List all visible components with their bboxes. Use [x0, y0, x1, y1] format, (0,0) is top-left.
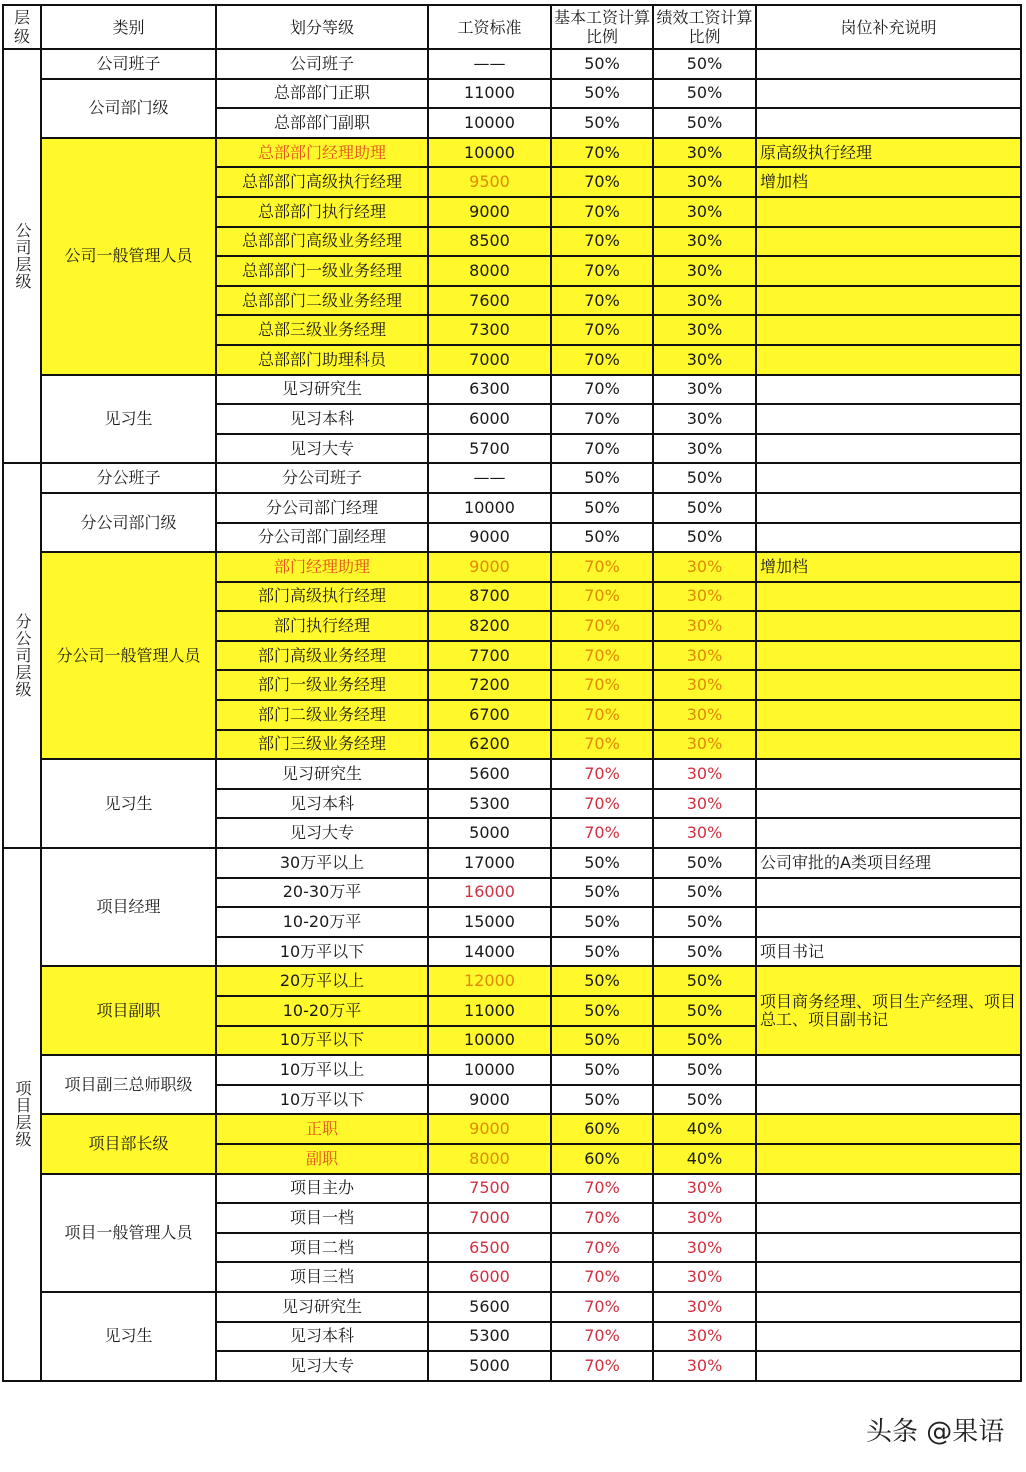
performance-ratio-cell: 30% [653, 611, 756, 641]
performance-ratio-cell: 30% [653, 434, 756, 464]
grade-cell: 见习研究生 [216, 1292, 428, 1322]
salary-cell: 7000 [428, 1203, 551, 1233]
performance-ratio-cell: 30% [653, 700, 756, 730]
note-cell [756, 79, 1021, 109]
performance-ratio-cell: 30% [653, 167, 756, 197]
category-cell: 见习生 [41, 375, 216, 464]
grade-cell: 总部部门执行经理 [216, 197, 428, 227]
category-cell: 公司部门级 [41, 79, 216, 138]
note-cell [756, 227, 1021, 257]
base-ratio-cell: 70% [551, 197, 653, 227]
salary-cell: 6300 [428, 375, 551, 405]
note-cell [756, 1174, 1021, 1204]
header-base-ratio: 基本工资计算比例 [551, 5, 653, 49]
base-ratio-cell: 70% [551, 375, 653, 405]
salary-cell: 9000 [428, 523, 551, 553]
performance-ratio-cell: 40% [653, 1144, 756, 1174]
grade-cell: 部门高级执行经理 [216, 582, 428, 612]
salary-cell: 6200 [428, 730, 551, 760]
salary-cell: 7000 [428, 345, 551, 375]
base-ratio-cell: 70% [551, 552, 653, 582]
salary-cell: 11000 [428, 996, 551, 1026]
base-ratio-cell: 50% [551, 848, 653, 878]
base-ratio-cell: 70% [551, 611, 653, 641]
grade-cell: 公司班子 [216, 49, 428, 79]
table-row [3, 49, 1021, 79]
note-cell [756, 1292, 1021, 1322]
base-ratio-cell: 70% [551, 1292, 653, 1322]
header-performance-ratio: 绩效工资计算比例 [653, 5, 756, 49]
salary-cell: 9000 [428, 1114, 551, 1144]
grade-cell: 分公司部门副经理 [216, 523, 428, 553]
base-ratio-cell: 50% [551, 493, 653, 523]
note-cell [756, 730, 1021, 760]
performance-ratio-cell: 30% [653, 789, 756, 819]
category-cell: 项目一般管理人员 [41, 1174, 216, 1292]
base-ratio-cell: 70% [551, 286, 653, 316]
salary-cell: 10000 [428, 1026, 551, 1056]
table-row [3, 848, 1021, 878]
table-row [3, 493, 1021, 523]
performance-ratio-cell: 40% [653, 1114, 756, 1144]
note-cell [756, 878, 1021, 908]
salary-cell: 8000 [428, 256, 551, 286]
performance-ratio-cell: 50% [653, 937, 756, 967]
grade-cell: 见习大专 [216, 818, 428, 848]
table-row [3, 79, 1021, 109]
header-grade: 划分等级 [216, 5, 428, 49]
note-cell [756, 582, 1021, 612]
salary-cell: 5000 [428, 1351, 551, 1381]
performance-ratio-cell: 50% [653, 907, 756, 937]
base-ratio-cell: 70% [551, 789, 653, 819]
note-cell [756, 818, 1021, 848]
grade-cell: 见习研究生 [216, 759, 428, 789]
table-row [3, 966, 1021, 996]
note-cell [756, 434, 1021, 464]
salary-cell: 14000 [428, 937, 551, 967]
grade-cell: 项目二档 [216, 1233, 428, 1263]
table-row [3, 1292, 1021, 1322]
performance-ratio-cell: 50% [653, 1055, 756, 1085]
performance-ratio-cell: 50% [653, 1085, 756, 1115]
salary-cell: 8000 [428, 1144, 551, 1174]
grade-cell: 见习本科 [216, 404, 428, 434]
grade-cell: 部门二级业务经理 [216, 700, 428, 730]
base-ratio-cell: 50% [551, 996, 653, 1026]
grade-cell: 20万平以上 [216, 966, 428, 996]
performance-ratio-cell: 50% [653, 878, 756, 908]
salary-cell: 6700 [428, 700, 551, 730]
grade-cell: 总部部门正职 [216, 79, 428, 109]
note-cell [756, 463, 1021, 493]
performance-ratio-cell: 30% [653, 1233, 756, 1263]
header-salary: 工资标准 [428, 5, 551, 49]
grade-cell: 项目一档 [216, 1203, 428, 1233]
performance-ratio-cell: 50% [653, 463, 756, 493]
salary-cell: 7600 [428, 286, 551, 316]
performance-ratio-cell: 50% [653, 966, 756, 996]
grade-cell: 总部部门一级业务经理 [216, 256, 428, 286]
note-cell [756, 1055, 1021, 1085]
salary-cell: 10000 [428, 138, 551, 168]
salary-cell: 7200 [428, 670, 551, 700]
note-cell [756, 1144, 1021, 1174]
base-ratio-cell: 70% [551, 670, 653, 700]
grade-cell: 见习大专 [216, 1351, 428, 1381]
base-ratio-cell: 70% [551, 582, 653, 612]
note-cell [756, 256, 1021, 286]
note-cell [756, 907, 1021, 937]
base-ratio-cell: 70% [551, 167, 653, 197]
performance-ratio-cell: 30% [653, 1203, 756, 1233]
note-cell [756, 611, 1021, 641]
salary-cell: 11000 [428, 79, 551, 109]
base-ratio-cell: 50% [551, 1085, 653, 1115]
salary-cell: 15000 [428, 907, 551, 937]
salary-cell: 17000 [428, 848, 551, 878]
table-row [3, 138, 1021, 168]
performance-ratio-cell: 30% [653, 582, 756, 612]
salary-cell: 9000 [428, 1085, 551, 1115]
performance-ratio-cell: 50% [653, 493, 756, 523]
grade-cell: 总部部门二级业务经理 [216, 286, 428, 316]
performance-ratio-cell: 50% [653, 108, 756, 138]
base-ratio-cell: 70% [551, 641, 653, 671]
note-cell [756, 700, 1021, 730]
header-level: 层级 [3, 5, 41, 49]
base-ratio-cell: 50% [551, 463, 653, 493]
grade-cell: 部门执行经理 [216, 611, 428, 641]
grade-cell: 总部部门高级业务经理 [216, 227, 428, 257]
performance-ratio-cell: 30% [653, 818, 756, 848]
grade-cell: 总部部门经理助理 [216, 138, 428, 168]
base-ratio-cell: 70% [551, 1174, 653, 1204]
base-ratio-cell: 70% [551, 700, 653, 730]
category-cell: 分公司部门级 [41, 493, 216, 552]
grade-cell: 10万平以上 [216, 1055, 428, 1085]
performance-ratio-cell: 30% [653, 227, 756, 257]
note-cell [756, 1233, 1021, 1263]
base-ratio-cell: 70% [551, 1351, 653, 1381]
base-ratio-cell: 70% [551, 345, 653, 375]
note-cell [756, 315, 1021, 345]
salary-cell: 8700 [428, 582, 551, 612]
grade-cell: 总部部门副职 [216, 108, 428, 138]
base-ratio-cell: 50% [551, 49, 653, 79]
performance-ratio-cell: 50% [653, 523, 756, 553]
salary-cell: 5300 [428, 789, 551, 819]
note-cell: 原高级执行经理 [756, 138, 1021, 168]
grade-cell: 分公司班子 [216, 463, 428, 493]
note-cell: 公司审批的A类项目经理 [756, 848, 1021, 878]
table-row [3, 552, 1021, 582]
performance-ratio-cell: 30% [653, 286, 756, 316]
note-cell [756, 789, 1021, 819]
grade-cell: 10万平以下 [216, 1026, 428, 1056]
category-cell: 公司班子 [41, 49, 216, 79]
base-ratio-cell: 50% [551, 907, 653, 937]
category-cell: 项目经理 [41, 848, 216, 966]
performance-ratio-cell: 30% [653, 1292, 756, 1322]
grade-cell: 见习本科 [216, 789, 428, 819]
base-ratio-cell: 70% [551, 227, 653, 257]
base-ratio-cell: 50% [551, 1026, 653, 1056]
table-row [3, 1055, 1021, 1085]
grade-cell: 部门高级业务经理 [216, 641, 428, 671]
note-cell [756, 523, 1021, 553]
category-cell: 分公司一般管理人员 [41, 552, 216, 759]
category-cell: 项目副职 [41, 966, 216, 1055]
grade-cell: 见习研究生 [216, 375, 428, 405]
performance-ratio-cell: 30% [653, 345, 756, 375]
performance-ratio-cell: 50% [653, 996, 756, 1026]
base-ratio-cell: 50% [551, 937, 653, 967]
category-cell: 见习生 [41, 759, 216, 848]
performance-ratio-cell: 30% [653, 1174, 756, 1204]
grade-cell: 项目三档 [216, 1262, 428, 1292]
performance-ratio-cell: 30% [653, 670, 756, 700]
grade-cell: 部门一级业务经理 [216, 670, 428, 700]
salary-cell: 5700 [428, 434, 551, 464]
note-cell [756, 286, 1021, 316]
base-ratio-cell: 50% [551, 523, 653, 553]
header-row [3, 5, 1021, 49]
performance-ratio-cell: 30% [653, 1322, 756, 1352]
category-cell: 公司一般管理人员 [41, 138, 216, 375]
salary-table [2, 4, 1022, 1382]
note-cell [756, 345, 1021, 375]
note-cell [756, 759, 1021, 789]
watermark: 头条 @果语 [852, 1402, 1022, 1462]
base-ratio-cell: 70% [551, 1262, 653, 1292]
note-cell [756, 49, 1021, 79]
salary-cell: 5600 [428, 1292, 551, 1322]
salary-cell: 16000 [428, 878, 551, 908]
salary-cell: 5300 [428, 1322, 551, 1352]
grade-cell: 部门经理助理 [216, 552, 428, 582]
base-ratio-cell: 50% [551, 966, 653, 996]
base-ratio-cell: 50% [551, 878, 653, 908]
performance-ratio-cell: 30% [653, 404, 756, 434]
note-cell: 项目商务经理、项目生产经理、项目总工、项目副书记 [756, 966, 1021, 1055]
level-cell: 公司层级 [3, 49, 41, 463]
base-ratio-cell: 50% [551, 79, 653, 109]
base-ratio-cell: 70% [551, 256, 653, 286]
note-cell [756, 404, 1021, 434]
salary-cell: 8500 [428, 227, 551, 257]
salary-cell: —— [428, 463, 551, 493]
base-ratio-cell: 70% [551, 434, 653, 464]
performance-ratio-cell: 50% [653, 79, 756, 109]
performance-ratio-cell: 30% [653, 552, 756, 582]
performance-ratio-cell: 30% [653, 759, 756, 789]
base-ratio-cell: 70% [551, 404, 653, 434]
table-row [3, 463, 1021, 493]
table-row [3, 375, 1021, 405]
grade-cell: 副职 [216, 1144, 428, 1174]
note-cell [756, 1085, 1021, 1115]
salary-cell: 10000 [428, 1055, 551, 1085]
grade-cell: 10-20万平 [216, 996, 428, 1026]
grade-cell: 正职 [216, 1114, 428, 1144]
performance-ratio-cell: 50% [653, 1026, 756, 1056]
base-ratio-cell: 70% [551, 1322, 653, 1352]
salary-cell: 6000 [428, 1262, 551, 1292]
note-cell [756, 493, 1021, 523]
performance-ratio-cell: 30% [653, 315, 756, 345]
performance-ratio-cell: 50% [653, 49, 756, 79]
salary-cell: 10000 [428, 108, 551, 138]
grade-cell: 部门三级业务经理 [216, 730, 428, 760]
header-category: 类别 [41, 5, 216, 49]
level-cell: 分公司层级 [3, 463, 41, 848]
performance-ratio-cell: 30% [653, 197, 756, 227]
category-cell: 项目副三总师职级 [41, 1055, 216, 1114]
base-ratio-cell: 70% [551, 315, 653, 345]
base-ratio-cell: 70% [551, 730, 653, 760]
note-cell [756, 1322, 1021, 1352]
table-row [3, 1174, 1021, 1204]
note-cell [756, 1262, 1021, 1292]
note-cell [756, 108, 1021, 138]
performance-ratio-cell: 30% [653, 641, 756, 671]
grade-cell: 10-20万平 [216, 907, 428, 937]
grade-cell: 20-30万平 [216, 878, 428, 908]
salary-cell: 5000 [428, 818, 551, 848]
salary-cell: 6000 [428, 404, 551, 434]
category-cell: 项目部长级 [41, 1114, 216, 1173]
salary-cell: 9500 [428, 167, 551, 197]
header-note: 岗位补充说明 [756, 5, 1021, 49]
base-ratio-cell: 50% [551, 1055, 653, 1085]
salary-cell: —— [428, 49, 551, 79]
note-cell [756, 197, 1021, 227]
salary-cell: 9000 [428, 197, 551, 227]
base-ratio-cell: 60% [551, 1144, 653, 1174]
performance-ratio-cell: 30% [653, 256, 756, 286]
grade-cell: 项目主办 [216, 1174, 428, 1204]
salary-cell: 7500 [428, 1174, 551, 1204]
grade-cell: 见习大专 [216, 434, 428, 464]
base-ratio-cell: 70% [551, 818, 653, 848]
note-cell [756, 670, 1021, 700]
salary-cell: 5600 [428, 759, 551, 789]
table-row [3, 759, 1021, 789]
grade-cell: 分公司部门经理 [216, 493, 428, 523]
note-cell [756, 1351, 1021, 1381]
grade-cell: 见习本科 [216, 1322, 428, 1352]
grade-cell: 总部部门高级执行经理 [216, 167, 428, 197]
note-cell [756, 375, 1021, 405]
performance-ratio-cell: 30% [653, 375, 756, 405]
base-ratio-cell: 60% [551, 1114, 653, 1144]
grade-cell: 总部三级业务经理 [216, 315, 428, 345]
salary-cell: 7700 [428, 641, 551, 671]
base-ratio-cell: 70% [551, 1203, 653, 1233]
note-cell [756, 1114, 1021, 1144]
grade-cell: 30万平以上 [216, 848, 428, 878]
salary-cell: 6500 [428, 1233, 551, 1263]
grade-cell: 10万平以下 [216, 1085, 428, 1115]
performance-ratio-cell: 30% [653, 138, 756, 168]
salary-cell: 12000 [428, 966, 551, 996]
grade-cell: 10万平以下 [216, 937, 428, 967]
base-ratio-cell: 70% [551, 1233, 653, 1263]
category-cell: 见习生 [41, 1292, 216, 1381]
performance-ratio-cell: 30% [653, 1262, 756, 1292]
performance-ratio-cell: 30% [653, 730, 756, 760]
category-cell: 分公班子 [41, 463, 216, 493]
note-cell [756, 1203, 1021, 1233]
salary-cell: 7300 [428, 315, 551, 345]
level-cell: 项目层级 [3, 848, 41, 1381]
note-cell: 增加档 [756, 167, 1021, 197]
salary-cell: 10000 [428, 493, 551, 523]
performance-ratio-cell: 50% [653, 848, 756, 878]
salary-cell: 9000 [428, 552, 551, 582]
base-ratio-cell: 70% [551, 138, 653, 168]
performance-ratio-cell: 30% [653, 1351, 756, 1381]
note-cell: 项目书记 [756, 937, 1021, 967]
note-cell: 增加档 [756, 552, 1021, 582]
base-ratio-cell: 70% [551, 759, 653, 789]
note-cell [756, 641, 1021, 671]
base-ratio-cell: 50% [551, 108, 653, 138]
salary-cell: 8200 [428, 611, 551, 641]
table-row [3, 1114, 1021, 1144]
grade-cell: 总部部门助理科员 [216, 345, 428, 375]
